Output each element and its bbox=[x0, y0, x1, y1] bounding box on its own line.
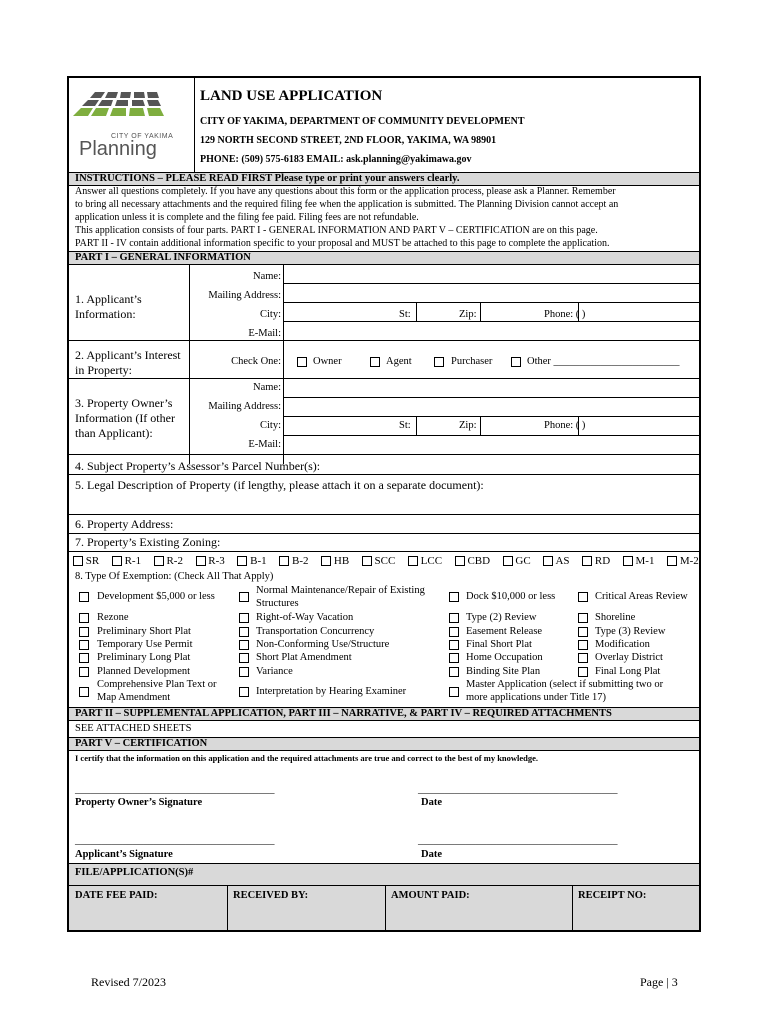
revision-date: Revised 7/2023 bbox=[91, 975, 166, 989]
exemption-prelim-short-plat-label: Preliminary Short Plat bbox=[97, 626, 191, 637]
owner-name-field[interactable] bbox=[284, 379, 701, 397]
applicant-signature-label: Applicant’s Signature bbox=[75, 849, 173, 860]
exemption-final-short-plat-checkbox[interactable] bbox=[449, 640, 459, 650]
applicant-zip-label: Zip: bbox=[459, 309, 477, 320]
exemption-interpretation-label: Interpretation by Hearing Examiner bbox=[256, 686, 407, 697]
other-option-label: Other ________________________ bbox=[527, 356, 680, 367]
land-use-form bbox=[67, 76, 701, 932]
zone-option-hb[interactable]: HB bbox=[321, 555, 349, 569]
applicant-email-field[interactable] bbox=[284, 322, 701, 340]
amount-paid-label: AMOUNT PAID: bbox=[391, 890, 470, 901]
exemption-type2-label: Type (2) Review bbox=[466, 612, 537, 623]
exemption-rezone-label: Rezone bbox=[97, 612, 129, 623]
part2-heading: PART II – SUPPLEMENTAL APPLICATION, PART III – NARRATIVE, & PART IV – REQUIRED ATTACHMENTS bbox=[75, 708, 612, 719]
check-one-label: Check One: bbox=[231, 356, 281, 367]
exemption-temp-use-label: Temporary Use Permit bbox=[97, 639, 193, 650]
exemption-dev-5000-checkbox[interactable] bbox=[79, 592, 89, 602]
exemption-modification-label: Modification bbox=[595, 639, 650, 650]
exemption-master-app-label-1: Master Application (select if submitting two or bbox=[466, 679, 664, 690]
exemption-comp-plan-label-1: Comprehensive Plan Text or bbox=[97, 679, 217, 690]
applicant-city-field[interactable] bbox=[284, 303, 394, 321]
zone-option-m2[interactable]: M-2 bbox=[667, 555, 699, 569]
exemption-critical-areas-label: Critical Areas Review bbox=[595, 591, 688, 602]
zoning-options-row bbox=[73, 555, 699, 569]
exemption-easement-checkbox[interactable] bbox=[449, 627, 459, 637]
property-address-label: 6. Property Address: bbox=[75, 517, 174, 531]
exemption-type2-checkbox[interactable] bbox=[449, 613, 459, 623]
owner-info-label-2: Information (If other bbox=[75, 411, 175, 425]
applicant-city-label: City: bbox=[259, 309, 281, 320]
zone-option-r1[interactable]: R-1 bbox=[112, 555, 141, 569]
instructions-line-4: This application consists of four parts. PART I - GENERAL INFORMATION AND PART V – CERTIFICATION are on this page. bbox=[75, 225, 598, 236]
received-by-label: RECEIVED BY: bbox=[233, 890, 309, 901]
property-address-field[interactable] bbox=[189, 515, 699, 531]
applicant-st-label: St: bbox=[399, 309, 411, 320]
exemption-short-plat-amend-checkbox[interactable] bbox=[239, 653, 249, 663]
department-contact: PHONE: (509) 575-6183 EMAIL: ask.planning@yakimawa.gov bbox=[200, 154, 472, 165]
instructions-line-1: Answer all questions completely. If you have any questions about this form or the application process, please ask a Planner. Remember bbox=[75, 186, 616, 197]
part5-heading: PART V – CERTIFICATION bbox=[75, 738, 208, 749]
applicant-date-label: Date bbox=[421, 849, 442, 860]
parcel-number-field[interactable] bbox=[369, 456, 699, 472]
exemption-final-short-plat-label: Final Short Plat bbox=[466, 639, 532, 650]
zone-option-b2[interactable]: B-2 bbox=[279, 555, 308, 569]
owner-phone-label: Phone: ( ) bbox=[544, 420, 586, 431]
applicant-name-field[interactable] bbox=[284, 265, 701, 283]
exemption-prelim-long-plat-checkbox[interactable] bbox=[79, 653, 89, 663]
exemption-transport-label: Transportation Concurrency bbox=[256, 626, 375, 637]
certification-statement: I certify that the information on this application and the required attachments are true and correct to the best of my knowledge. bbox=[75, 753, 539, 763]
interest-label-2: in Property: bbox=[75, 363, 132, 377]
exemption-prelim-long-plat-label: Preliminary Long Plat bbox=[97, 652, 191, 663]
form-title: LAND USE APPLICATION bbox=[200, 88, 383, 104]
parcel-number-label: 4. Subject Property’s Assessor’s Parcel Number(s): bbox=[75, 459, 321, 473]
exemption-modification-checkbox[interactable] bbox=[578, 640, 588, 650]
exemption-rezone-checkbox[interactable] bbox=[79, 613, 89, 623]
exemption-shoreline-label: Shoreline bbox=[595, 612, 636, 623]
owner-date-line[interactable]: ______________________________________ bbox=[418, 784, 618, 795]
exemption-maintenance-label-1: Normal Maintenance/Repair of Existing bbox=[256, 585, 425, 596]
owner-mailing-label: Mailing Address: bbox=[208, 401, 281, 412]
purchaser-option-label: Purchaser bbox=[451, 356, 493, 367]
see-attached-sheets: SEE ATTACHED SHEETS bbox=[75, 723, 192, 734]
applicant-name-label: Name: bbox=[253, 271, 281, 282]
exemption-row-vacation-label: Right-of-Way Vacation bbox=[256, 612, 354, 623]
exemption-heading: 8. Type Of Exemption: (Check All That Apply) bbox=[75, 571, 274, 582]
exemption-home-occupation-label: Home Occupation bbox=[466, 652, 543, 663]
exemption-variance-label: Variance bbox=[256, 666, 293, 677]
department-address: 129 NORTH SECOND STREET, 2ND FLOOR, YAKIMA, WA 98901 bbox=[200, 135, 497, 146]
zone-option-b1[interactable]: B-1 bbox=[237, 555, 266, 569]
owner-signature-line[interactable]: ______________________________________ bbox=[75, 784, 275, 795]
page-number: Page | 3 bbox=[640, 975, 678, 989]
department-name: CITY OF YAKIMA, DEPARTMENT OF COMMUNITY DEVELOPMENT bbox=[200, 116, 525, 127]
exemption-planned-dev-checkbox[interactable] bbox=[79, 667, 89, 677]
exemption-maintenance-label-2: Structures bbox=[256, 598, 299, 609]
exemption-comp-plan-checkbox[interactable] bbox=[79, 687, 89, 697]
exemption-binding-site-label: Binding Site Plan bbox=[466, 666, 541, 677]
part1-heading: PART I – GENERAL INFORMATION bbox=[75, 252, 251, 263]
exemption-prelim-short-plat-checkbox[interactable] bbox=[79, 627, 89, 637]
exemption-final-long-plat-label: Final Long Plat bbox=[595, 666, 661, 677]
owner-signature-label: Property Owner’s Signature bbox=[75, 797, 203, 808]
exemption-easement-label: Easement Release bbox=[466, 626, 543, 637]
zone-option-lcc[interactable]: LCC bbox=[408, 555, 442, 569]
exemption-comp-plan-label-2: Map Amendment bbox=[97, 692, 171, 703]
exemption-overlay-checkbox[interactable] bbox=[578, 653, 588, 663]
exemption-home-occupation-checkbox[interactable] bbox=[449, 653, 459, 663]
exemption-transport-checkbox[interactable] bbox=[239, 627, 249, 637]
logo-city-text: CITY OF YAKIMA bbox=[111, 133, 174, 140]
zone-option-scc[interactable]: SCC bbox=[362, 555, 396, 569]
exemption-variance-checkbox[interactable] bbox=[239, 667, 249, 677]
exemption-overlay-label: Overlay District bbox=[595, 652, 663, 663]
owner-mailing-field[interactable] bbox=[284, 398, 701, 416]
exemption-final-long-plat-checkbox[interactable] bbox=[578, 667, 588, 677]
exemption-shoreline-checkbox[interactable] bbox=[578, 613, 588, 623]
applicant-signature-line[interactable]: ______________________________________ bbox=[75, 835, 275, 846]
exemption-master-app-label-2: more applications under Title 17) bbox=[466, 692, 606, 703]
applicant-date-line[interactable]: ______________________________________ bbox=[418, 835, 618, 846]
legal-description-label: 5. Legal Description of Property (if lengthy, please attach it on a separate document): bbox=[75, 478, 484, 492]
zone-option-r2[interactable]: R-2 bbox=[154, 555, 183, 569]
instructions-line-3: application unless it is complete and the filing fee paid. Filing fees are not refundable. bbox=[75, 212, 419, 223]
instructions-heading: INSTRUCTIONS – PLEASE READ FIRST Please type or print your answers clearly. bbox=[75, 173, 460, 184]
planning-logo bbox=[73, 88, 191, 160]
applicant-mailing-label: Mailing Address: bbox=[208, 290, 281, 301]
other-checkbox[interactable] bbox=[511, 357, 521, 367]
agent-checkbox[interactable] bbox=[370, 357, 380, 367]
owner-checkbox[interactable] bbox=[297, 357, 307, 367]
owner-name-label: Name: bbox=[253, 382, 281, 393]
owner-info-label-1: 3. Property Owner’s bbox=[75, 396, 173, 410]
zone-option-r3[interactable]: R-3 bbox=[196, 555, 225, 569]
owner-zip-label: Zip: bbox=[459, 420, 477, 431]
exemption-critical-areas-checkbox[interactable] bbox=[578, 592, 588, 602]
zone-option-sr[interactable]: SR bbox=[73, 555, 99, 569]
applicant-phone-label: Phone: ( ) bbox=[544, 309, 586, 320]
owner-info-label-3: than Applicant): bbox=[75, 426, 153, 440]
exemption-planned-dev-label: Planned Development bbox=[97, 666, 191, 677]
applicant-mailing-field[interactable] bbox=[284, 284, 701, 302]
agent-option-label: Agent bbox=[386, 356, 412, 367]
file-application-label: FILE/APPLICATION(S)# bbox=[75, 867, 194, 878]
exemption-dev-5000-label: Development $5,000 or less bbox=[97, 591, 215, 602]
exemption-dock-checkbox[interactable] bbox=[449, 592, 459, 602]
applicant-label-1: 1. Applicant’s bbox=[75, 292, 142, 306]
purchaser-checkbox[interactable] bbox=[434, 357, 444, 367]
zone-option-as[interactable]: AS bbox=[543, 555, 569, 569]
exemption-short-plat-amend-label: Short Plat Amendment bbox=[256, 652, 352, 663]
owner-city-field[interactable] bbox=[284, 417, 394, 435]
exemption-maintenance-checkbox[interactable] bbox=[239, 592, 249, 602]
zone-option-rd[interactable]: RD bbox=[582, 555, 610, 569]
exemption-master-app-checkbox[interactable] bbox=[449, 687, 459, 697]
zone-option-m1[interactable]: M-1 bbox=[623, 555, 655, 569]
applicant-email-label: E-Mail: bbox=[248, 328, 281, 339]
exemption-nonconforming-checkbox[interactable] bbox=[239, 640, 249, 650]
exemption-binding-site-checkbox[interactable] bbox=[449, 667, 459, 677]
receipt-no-label: RECEIPT NO: bbox=[578, 890, 647, 901]
owner-email-label: E-Mail: bbox=[248, 439, 281, 450]
date-fee-paid-label: DATE FEE PAID: bbox=[75, 890, 158, 901]
exemption-type3-label: Type (3) Review bbox=[595, 626, 666, 637]
legal-description-field[interactable] bbox=[75, 492, 695, 512]
owner-city-label: City: bbox=[259, 420, 281, 431]
exemption-row-vacation-checkbox[interactable] bbox=[239, 613, 249, 623]
zone-option-cbd[interactable]: CBD bbox=[455, 555, 490, 569]
owner-date-label: Date bbox=[421, 797, 442, 808]
exemption-interpretation-checkbox[interactable] bbox=[239, 687, 249, 697]
owner-email-field[interactable] bbox=[284, 436, 701, 454]
exemption-nonconforming-label: Non-Conforming Use/Structure bbox=[256, 639, 390, 650]
instructions-line-2: to bring all necessary attachments and the required filing fee when the application is submitted. The Planning Division cannot accept an bbox=[75, 199, 619, 210]
exemption-temp-use-checkbox[interactable] bbox=[79, 640, 89, 650]
applicant-label-2: Information: bbox=[75, 307, 136, 321]
exemption-dock-label: Dock $10,000 or less bbox=[466, 591, 556, 602]
instructions-line-5: PART II - IV contain additional information specific to your proposal and MUST be attached to this page to complete the application. bbox=[75, 238, 610, 249]
interest-label-1: 2. Applicant’s Interest bbox=[75, 348, 181, 362]
existing-zoning-label: 7. Property’s Existing Zoning: bbox=[75, 535, 221, 549]
exemption-type3-checkbox[interactable] bbox=[578, 627, 588, 637]
owner-st-label: St: bbox=[399, 420, 411, 431]
zone-option-gc[interactable]: GC bbox=[503, 555, 531, 569]
logo-planning-text: Planning bbox=[79, 138, 157, 160]
owner-option-label: Owner bbox=[313, 356, 342, 367]
